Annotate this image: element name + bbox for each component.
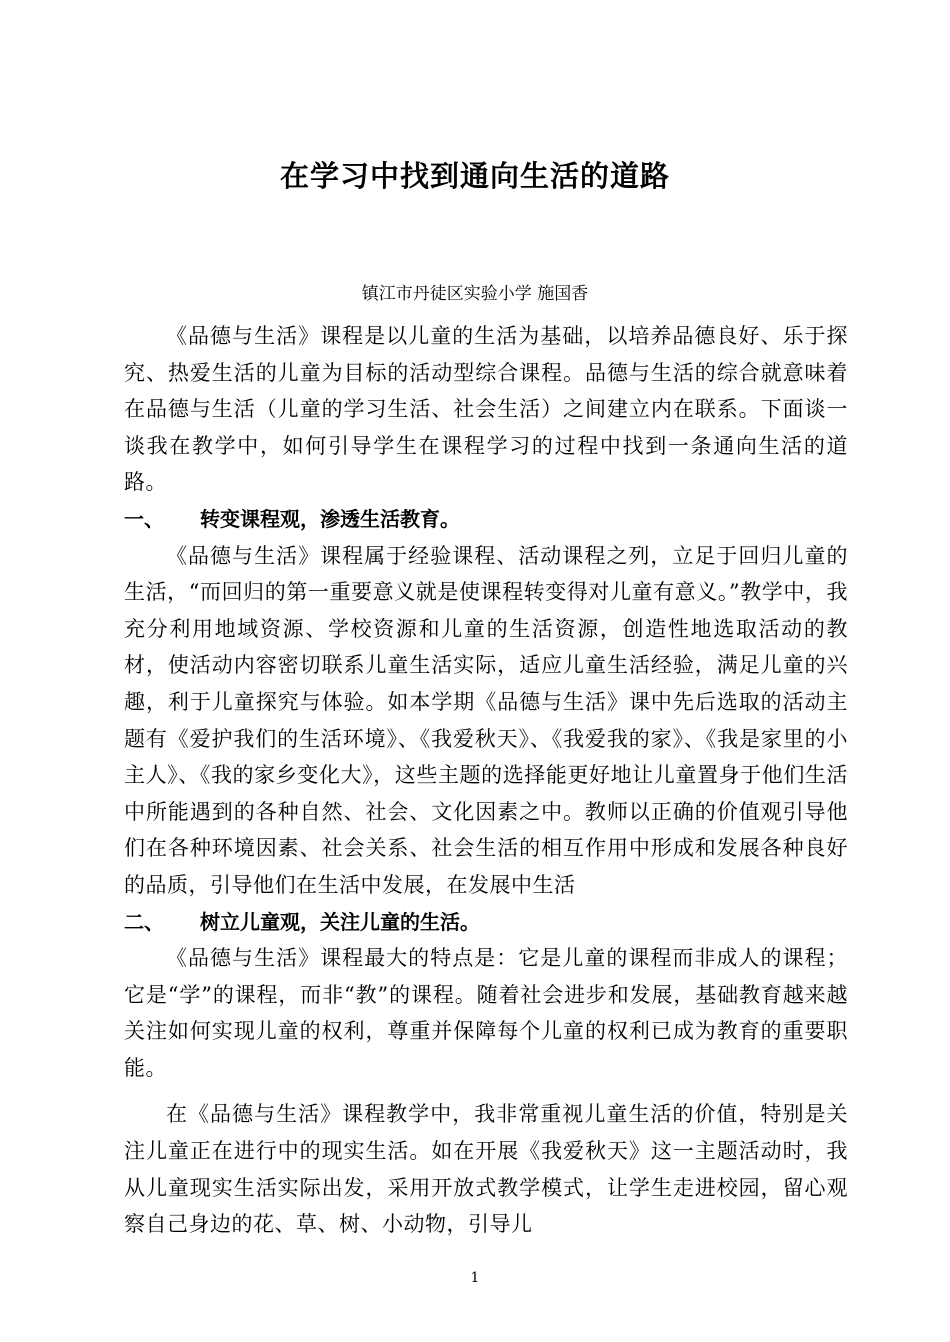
section-heading-2 bbox=[124, 904, 848, 941]
section-2-paragraph-2: 在《品德与生活》课程教学中，我非常重视儿童生活的价值，特别是关注儿童正在进行中的现实生活。如在开展《我爱秋天》这一主题活动时，我从儿童现实生活实际出发，采用开放式教学模式，让学生走进校园，留心观察自己身边的花、草、树、小动物，引导儿 bbox=[124, 1102, 848, 1237]
page-number: 1 bbox=[470, 1270, 480, 1286]
section-1-paragraph-1: 《品德与生活》课程属于经验课程、活动课程之列，立足于回归儿童的生活，“而回归的第一重要意义就是使课程转变得对儿童有意义。”教学中，我充分利用地域资源、学校资源和儿童的生活资源，创造性地选取活动的教材，使活动内容密切联系儿童生活实际，适应儿童生活经验，满足儿童的兴趣，利于儿童探究与体验。如本学期《品德与生活》课中先后选取的活动主题有《爱护我们的生活环境》、《我爱秋天》、《我爱我的家》、《我是家里的小主人》、《我的家乡变化大》，这些主题的选择能更好地让儿童置身于他们生活中所能遇到的各种自然、社会、文化因素之中。教师以正确的价值观引导他们在各种环境因素、社会关系、社会生活的相互作用中形成和发展各种良好的品质，引导他们在生活中发展，在发展中生活 bbox=[124, 543, 848, 897]
section-heading-text: 树立儿童观，关注儿童的生活。 bbox=[200, 909, 480, 934]
section-number: 二、 bbox=[124, 909, 164, 934]
author-line: 镇江市丹徒区实验小学 施国香 bbox=[361, 284, 589, 304]
intro-paragraph: 《品德与生活》课程是以儿童的生活为基础，以培养品德良好、乐于探究、热爱生活的儿童为目标的活动型综合课程。品德与生活的综合就意味着在品德与生活（儿童的学习生活、社会生活）之间建立内在联系。下面谈一谈我在教学中，如何引导学生在课程学习的过程中找到一条通向生活的道路。 bbox=[124, 324, 848, 495]
section-heading-text: 转变课程观，渗透生活教育。 bbox=[200, 506, 460, 531]
section-number: 一、 bbox=[124, 506, 164, 531]
document-body bbox=[124, 318, 848, 1243]
section-heading-1 bbox=[124, 501, 848, 538]
document-title: 在学习中找到通向生活的道路 bbox=[279, 159, 670, 193]
section-2-paragraph-1: 《品德与生活》课程最大的特点是：它是儿童的课程而非成人的课程；它是“学”的课程，而非“教”的课程。随着社会进步和发展，基础教育越来越关注如何实现儿童的权利，尊重并保障每个儿童的权利已成为教育的重要职能。 bbox=[124, 946, 848, 1080]
